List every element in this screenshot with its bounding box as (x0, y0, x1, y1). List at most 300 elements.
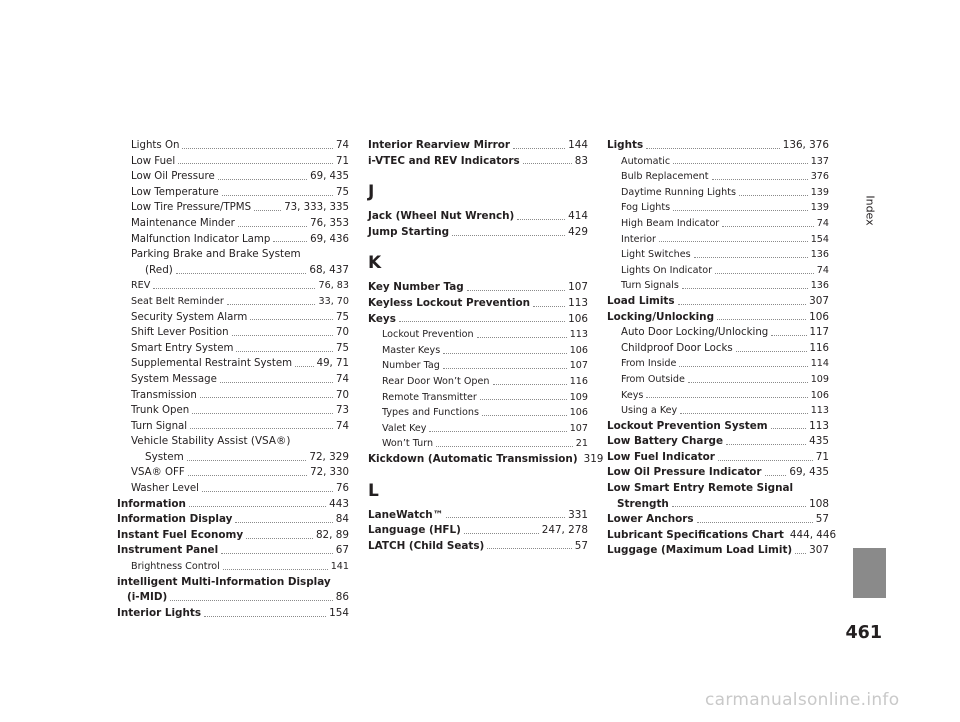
section-tab-text: Index (863, 194, 877, 226)
page-reference: 247, 278 (541, 524, 588, 537)
entry-label: VSA® OFF (131, 467, 185, 479)
page-reference: 74 (816, 264, 829, 276)
dot-leader (771, 428, 807, 429)
section-letter: J (368, 182, 375, 203)
entry-label: Locking/Unlocking (607, 310, 715, 323)
index-subentry (607, 388, 829, 404)
index-entry (607, 528, 837, 544)
index-subentry (117, 325, 349, 341)
index-entry (607, 450, 829, 466)
index-entry (117, 590, 349, 606)
entry-label: (Red) (145, 263, 173, 276)
entry-label: System Message (131, 373, 217, 385)
index-entry-heading: Parking Brake and Brake System (131, 248, 301, 261)
entry-label: LaneWatch™ (368, 508, 444, 521)
page-reference: 319 (583, 452, 604, 465)
page-reference: 69, 436 (310, 233, 349, 245)
entry-label: Low Fuel Indicator (607, 450, 715, 463)
entry-label: Trunk Open (131, 405, 190, 417)
section-letter: L (368, 480, 379, 501)
index-subentry (117, 481, 349, 497)
page-reference: 429 (568, 225, 588, 238)
dot-leader (188, 475, 307, 476)
index-subentry (117, 185, 349, 201)
entry-label: Low Temperature (131, 186, 219, 198)
index-entry (607, 419, 829, 435)
index-subentry (607, 403, 829, 419)
index-subentry (117, 341, 349, 357)
entry-label: Lights On (131, 140, 180, 151)
dot-leader (246, 538, 313, 539)
entry-label: Keyless Lockout Prevention (368, 296, 531, 309)
page-reference: 72, 329 (309, 450, 349, 463)
dot-leader (513, 148, 565, 149)
index-entry (117, 528, 349, 544)
dot-leader (517, 219, 565, 220)
page-reference: 136 (810, 249, 829, 261)
page-reference: 76 (336, 483, 349, 495)
dot-leader (795, 553, 806, 554)
dot-leader (220, 382, 333, 383)
index-entry-heading: Low Smart Entry Remote Signal (607, 482, 794, 495)
page-reference: 331 (568, 508, 588, 521)
page-reference: 107 (569, 360, 588, 372)
dot-leader (464, 533, 539, 534)
entry-label: Remote Transmitter (382, 391, 477, 403)
dot-leader (436, 446, 573, 447)
index-entry (117, 606, 349, 622)
page-reference: 113 (569, 329, 588, 341)
index-entry (368, 452, 604, 468)
page-reference: 139 (810, 202, 829, 214)
page-reference: 113 (809, 419, 829, 432)
entry-label: System (145, 450, 184, 463)
dot-leader (254, 210, 281, 211)
page-reference: 444, 446 (789, 528, 837, 541)
page-number: 461 (845, 623, 882, 643)
page-reference: 70 (336, 389, 349, 401)
dot-leader (673, 210, 808, 211)
index-subentry (117, 138, 349, 154)
dot-leader (222, 195, 333, 196)
dot-leader (493, 384, 567, 385)
index-entry (368, 225, 588, 241)
dot-leader (221, 553, 333, 554)
entry-label: Interior Lights (117, 606, 202, 619)
entry-label: High Beam Indicator (621, 217, 720, 229)
dot-leader (200, 397, 333, 398)
index-entry-heading: intelligent Multi-Information Display (117, 575, 331, 588)
dot-leader (238, 226, 307, 227)
entry-label: Instant Fuel Economy (117, 528, 244, 541)
dot-leader (170, 600, 333, 601)
entry-label: Childproof Door Locks (621, 342, 733, 354)
entry-label: Smart Entry System (131, 342, 234, 354)
index-subentry (607, 185, 829, 201)
page-reference: 106 (568, 312, 588, 325)
page-reference: 117 (809, 327, 829, 339)
index-subentry (607, 154, 829, 170)
dot-leader (697, 522, 813, 523)
dot-leader (399, 321, 565, 322)
page-reference: 137 (810, 155, 829, 167)
entry-label: Kickdown (Automatic Transmission) (368, 452, 578, 465)
page-reference: 67 (335, 544, 349, 557)
index-subentry (607, 247, 829, 263)
page-reference: 116 (809, 342, 829, 354)
index-subentry (607, 169, 829, 185)
index-subentry (607, 216, 829, 232)
entry-label: Seat Belt Reminder (131, 295, 224, 307)
dot-leader (232, 335, 333, 336)
entry-label: Jump Starting (368, 225, 450, 238)
index-entry (117, 450, 349, 466)
index-entry (368, 154, 588, 170)
entry-label: i-VTEC and REV Indicators (368, 154, 520, 167)
index-entry (368, 508, 588, 524)
page-reference: 76, 83 (318, 280, 349, 292)
index-subentry (368, 327, 588, 343)
entry-label: Instrument Panel (117, 544, 219, 557)
entry-label: Load Limits (607, 294, 675, 307)
entry-label: Jack (Wheel Nut Wrench) (368, 210, 515, 223)
entry-label: From Outside (621, 373, 685, 385)
dot-leader (477, 337, 567, 338)
entry-label: Rear Door Won’t Open (382, 375, 490, 387)
index-entry (607, 434, 829, 450)
dot-leader (182, 148, 333, 149)
entry-label: Supplemental Restraint System (131, 358, 293, 370)
dot-leader (443, 353, 566, 354)
index-subentry (368, 421, 588, 437)
index-subentry (117, 169, 349, 185)
dot-leader (250, 319, 333, 320)
dot-leader (712, 179, 808, 180)
section-tab-label (862, 190, 878, 230)
dot-leader (678, 304, 807, 305)
dot-leader (688, 382, 808, 383)
page-reference: 73 (336, 405, 349, 417)
index-subentry (607, 356, 829, 372)
dot-leader (694, 257, 808, 258)
entry-label: Lights On Indicator (621, 264, 713, 276)
entry-label: Low Oil Pressure Indicator (607, 466, 762, 479)
page-reference: 136, 376 (782, 139, 829, 151)
index-subentry (117, 356, 349, 372)
entry-label: Information (117, 497, 186, 510)
dot-leader (717, 319, 806, 320)
dot-leader (153, 288, 315, 289)
index-entry (607, 497, 829, 513)
page-reference: 376 (810, 171, 829, 183)
page-reference: 113 (568, 296, 588, 309)
index-subentry (117, 232, 349, 248)
dot-leader (659, 241, 808, 242)
dot-leader (487, 548, 571, 549)
index-entry (607, 465, 829, 481)
index-column-2 (368, 138, 604, 554)
page-reference: 74 (336, 140, 349, 151)
page-reference: 307 (809, 294, 829, 307)
dot-leader (722, 226, 814, 227)
dot-leader (718, 460, 813, 461)
page-reference: 443 (329, 497, 349, 510)
entry-label: Bulb Replacement (621, 171, 709, 183)
watermark: carmanualsonline.info (705, 690, 900, 710)
index-subentry (117, 310, 349, 326)
page-reference: 84 (335, 513, 349, 526)
index-entry (117, 543, 349, 559)
dot-leader (218, 179, 307, 180)
dot-leader (227, 304, 316, 305)
entry-label: Low Fuel (131, 155, 176, 167)
index-entry (607, 512, 829, 528)
dot-leader (189, 506, 326, 507)
entry-label: LATCH (Child Seats) (368, 539, 485, 552)
page-reference: 116 (569, 375, 588, 387)
page-reference: 68, 437 (309, 263, 349, 276)
page-reference: 49, 71 (316, 358, 349, 370)
dot-leader (178, 163, 333, 164)
page-reference: 109 (810, 373, 829, 385)
entry-label: Automatic (621, 155, 671, 167)
dot-leader (467, 290, 566, 291)
entry-label: Light Switches (621, 249, 691, 261)
entry-label: Low Oil Pressure (131, 171, 215, 183)
index-subentry (368, 405, 588, 421)
page-reference: 435 (809, 435, 829, 448)
index-subentry (117, 200, 349, 216)
index-subentry (607, 341, 829, 357)
dot-leader (192, 413, 333, 414)
index-entry (368, 539, 588, 555)
index-entry (117, 512, 349, 528)
entry-label: REV (131, 280, 151, 292)
dot-leader (673, 163, 807, 164)
entry-label: Strength (617, 497, 669, 510)
dot-leader (452, 235, 565, 236)
entry-label: Washer Level (131, 483, 200, 495)
entry-label: Interior (621, 233, 656, 245)
page-reference: 21 (575, 438, 588, 450)
page-reference: 74 (336, 373, 349, 385)
page-reference: 57 (815, 513, 829, 526)
dot-leader (482, 415, 567, 416)
page-reference: 106 (809, 310, 829, 323)
index-subentry (368, 436, 588, 452)
index-subentry (607, 372, 829, 388)
page-reference: 307 (809, 544, 829, 557)
entry-label: Key Number Tag (368, 281, 464, 294)
index-subentry (368, 390, 588, 406)
dot-leader (736, 351, 807, 352)
page-reference: 69, 435 (789, 466, 829, 479)
index-subentry (117, 154, 349, 170)
page-reference: 74 (336, 420, 349, 432)
index-subentry (117, 388, 349, 404)
page-reference: 74 (816, 217, 829, 229)
page-reference: 73, 333, 335 (284, 202, 349, 214)
index-subentry (117, 419, 349, 435)
entry-label: Lights (607, 139, 644, 151)
dot-leader (176, 273, 306, 274)
dot-leader (682, 288, 808, 289)
entry-label: Interior Rearview Mirror (368, 139, 511, 151)
page-reference: 57 (574, 539, 588, 552)
entry-label: Master Keys (382, 344, 441, 356)
entry-label: Number Tag (382, 360, 440, 372)
dot-leader (223, 569, 328, 570)
entry-label: Daytime Running Lights (621, 186, 736, 198)
entry-label: Turn Signal (131, 420, 188, 432)
dot-leader (715, 273, 814, 274)
entry-label: Low Tire Pressure/TPMS (131, 202, 252, 214)
page-reference: 71 (815, 450, 829, 463)
index-subentry (368, 358, 588, 374)
page-reference: 113 (810, 405, 829, 417)
dot-leader (202, 491, 333, 492)
dot-leader (190, 428, 333, 429)
dot-leader (680, 413, 807, 414)
entry-label: Luggage (Maximum Load Limit) (607, 544, 793, 557)
page-reference: 75 (336, 311, 349, 323)
entry-label: Valet Key (382, 422, 427, 434)
entry-label: Malfunction Indicator Lamp (131, 233, 271, 245)
dot-leader (443, 368, 567, 369)
page-reference: 109 (569, 391, 588, 403)
index-entry (368, 138, 588, 154)
page-reference: 75 (336, 342, 349, 354)
index-column-1 (117, 138, 349, 621)
entry-label: Lower Anchors (607, 513, 694, 526)
index-subentry (368, 343, 588, 359)
index-subentry (117, 403, 349, 419)
dot-leader (646, 148, 780, 149)
index-subentry (607, 232, 829, 248)
entry-label: Won’t Turn (382, 438, 434, 450)
dot-leader (765, 475, 787, 476)
entry-label: Fog Lights (621, 202, 671, 214)
index-entry (117, 497, 349, 513)
page-reference: 75 (336, 186, 349, 198)
page-reference: 82, 89 (315, 528, 349, 541)
index-subentry (368, 374, 588, 390)
index-column-3 (607, 138, 837, 559)
page-reference: 144 (568, 139, 588, 151)
page-reference: 86 (335, 591, 349, 604)
page-reference: 33, 70 (318, 295, 349, 307)
entry-label: Types and Functions (382, 407, 479, 419)
dot-leader (187, 460, 307, 461)
page-reference: 154 (329, 606, 349, 619)
index-subentry (117, 294, 349, 310)
entry-label: Lockout Prevention (382, 329, 474, 341)
page-reference: 106 (810, 389, 829, 401)
index-entry (368, 280, 588, 296)
index-subentry (607, 200, 829, 216)
page-reference: 154 (810, 233, 829, 245)
index-entry (607, 543, 829, 559)
dot-leader (273, 241, 307, 242)
dot-leader (235, 522, 332, 523)
entry-label: Shift Lever Position (131, 327, 229, 339)
dot-leader (523, 163, 572, 164)
index-subentry (117, 465, 349, 481)
index-entry (368, 523, 588, 539)
dot-leader (295, 366, 314, 367)
page-reference: 141 (330, 561, 349, 573)
page-reference: 70 (336, 327, 349, 339)
dot-leader (236, 351, 333, 352)
dot-leader (672, 506, 806, 507)
entry-label: Transmission (131, 389, 197, 401)
index-subentry (117, 278, 349, 294)
dot-leader (429, 431, 566, 432)
dot-leader (679, 366, 807, 367)
index-entry (607, 294, 829, 310)
dot-leader (204, 616, 326, 617)
page-reference: 414 (568, 210, 588, 223)
page-reference: 72, 330 (310, 467, 349, 479)
entry-label: Keys (621, 389, 644, 401)
index-subentry (607, 263, 829, 279)
entry-label: Low Battery Charge (607, 435, 724, 448)
page-reference: 107 (568, 281, 588, 294)
dot-leader (446, 517, 565, 518)
index-entry (117, 263, 349, 279)
index-entry (607, 310, 829, 326)
index-entry (368, 312, 588, 328)
page-reference: 106 (569, 344, 588, 356)
index-subentry (607, 278, 829, 294)
dot-leader (726, 444, 806, 445)
section-tab-marker (853, 548, 886, 598)
dot-leader (533, 306, 565, 307)
page-reference: 139 (810, 186, 829, 198)
index-subentry (117, 372, 349, 388)
section-letter: K (368, 253, 382, 274)
entry-label: Using a Key (621, 405, 678, 417)
entry-label: (i-MID) (127, 591, 168, 604)
dot-leader (739, 195, 808, 196)
page-reference: 114 (810, 358, 829, 370)
dot-leader (646, 397, 807, 398)
entry-label: Turn Signals (621, 280, 679, 292)
page-reference: 76, 353 (310, 217, 349, 229)
page-reference: 71 (336, 155, 349, 167)
index-entry (607, 138, 829, 154)
index-subentry (117, 559, 349, 575)
index-entry (368, 296, 588, 312)
index-subentry (607, 325, 829, 341)
dot-leader (771, 335, 806, 336)
entry-label: Maintenance Minder (131, 217, 235, 229)
page-reference: 108 (809, 497, 829, 510)
page-reference: 107 (569, 422, 588, 434)
index-subentry (117, 216, 349, 232)
entry-label: Lockout Prevention System (607, 419, 768, 432)
index-entry (368, 209, 588, 225)
entry-label: Security System Alarm (131, 311, 248, 323)
entry-label: Brightness Control (131, 561, 220, 573)
page-reference: 83 (574, 154, 588, 167)
dot-leader (480, 399, 567, 400)
entry-label: Language (HFL) (368, 524, 461, 537)
page-reference: 69, 435 (310, 171, 349, 183)
page-reference: 136 (810, 280, 829, 292)
index-entry-heading: Vehicle Stability Assist (VSA®) (131, 435, 291, 448)
entry-label: Information Display (117, 513, 233, 526)
